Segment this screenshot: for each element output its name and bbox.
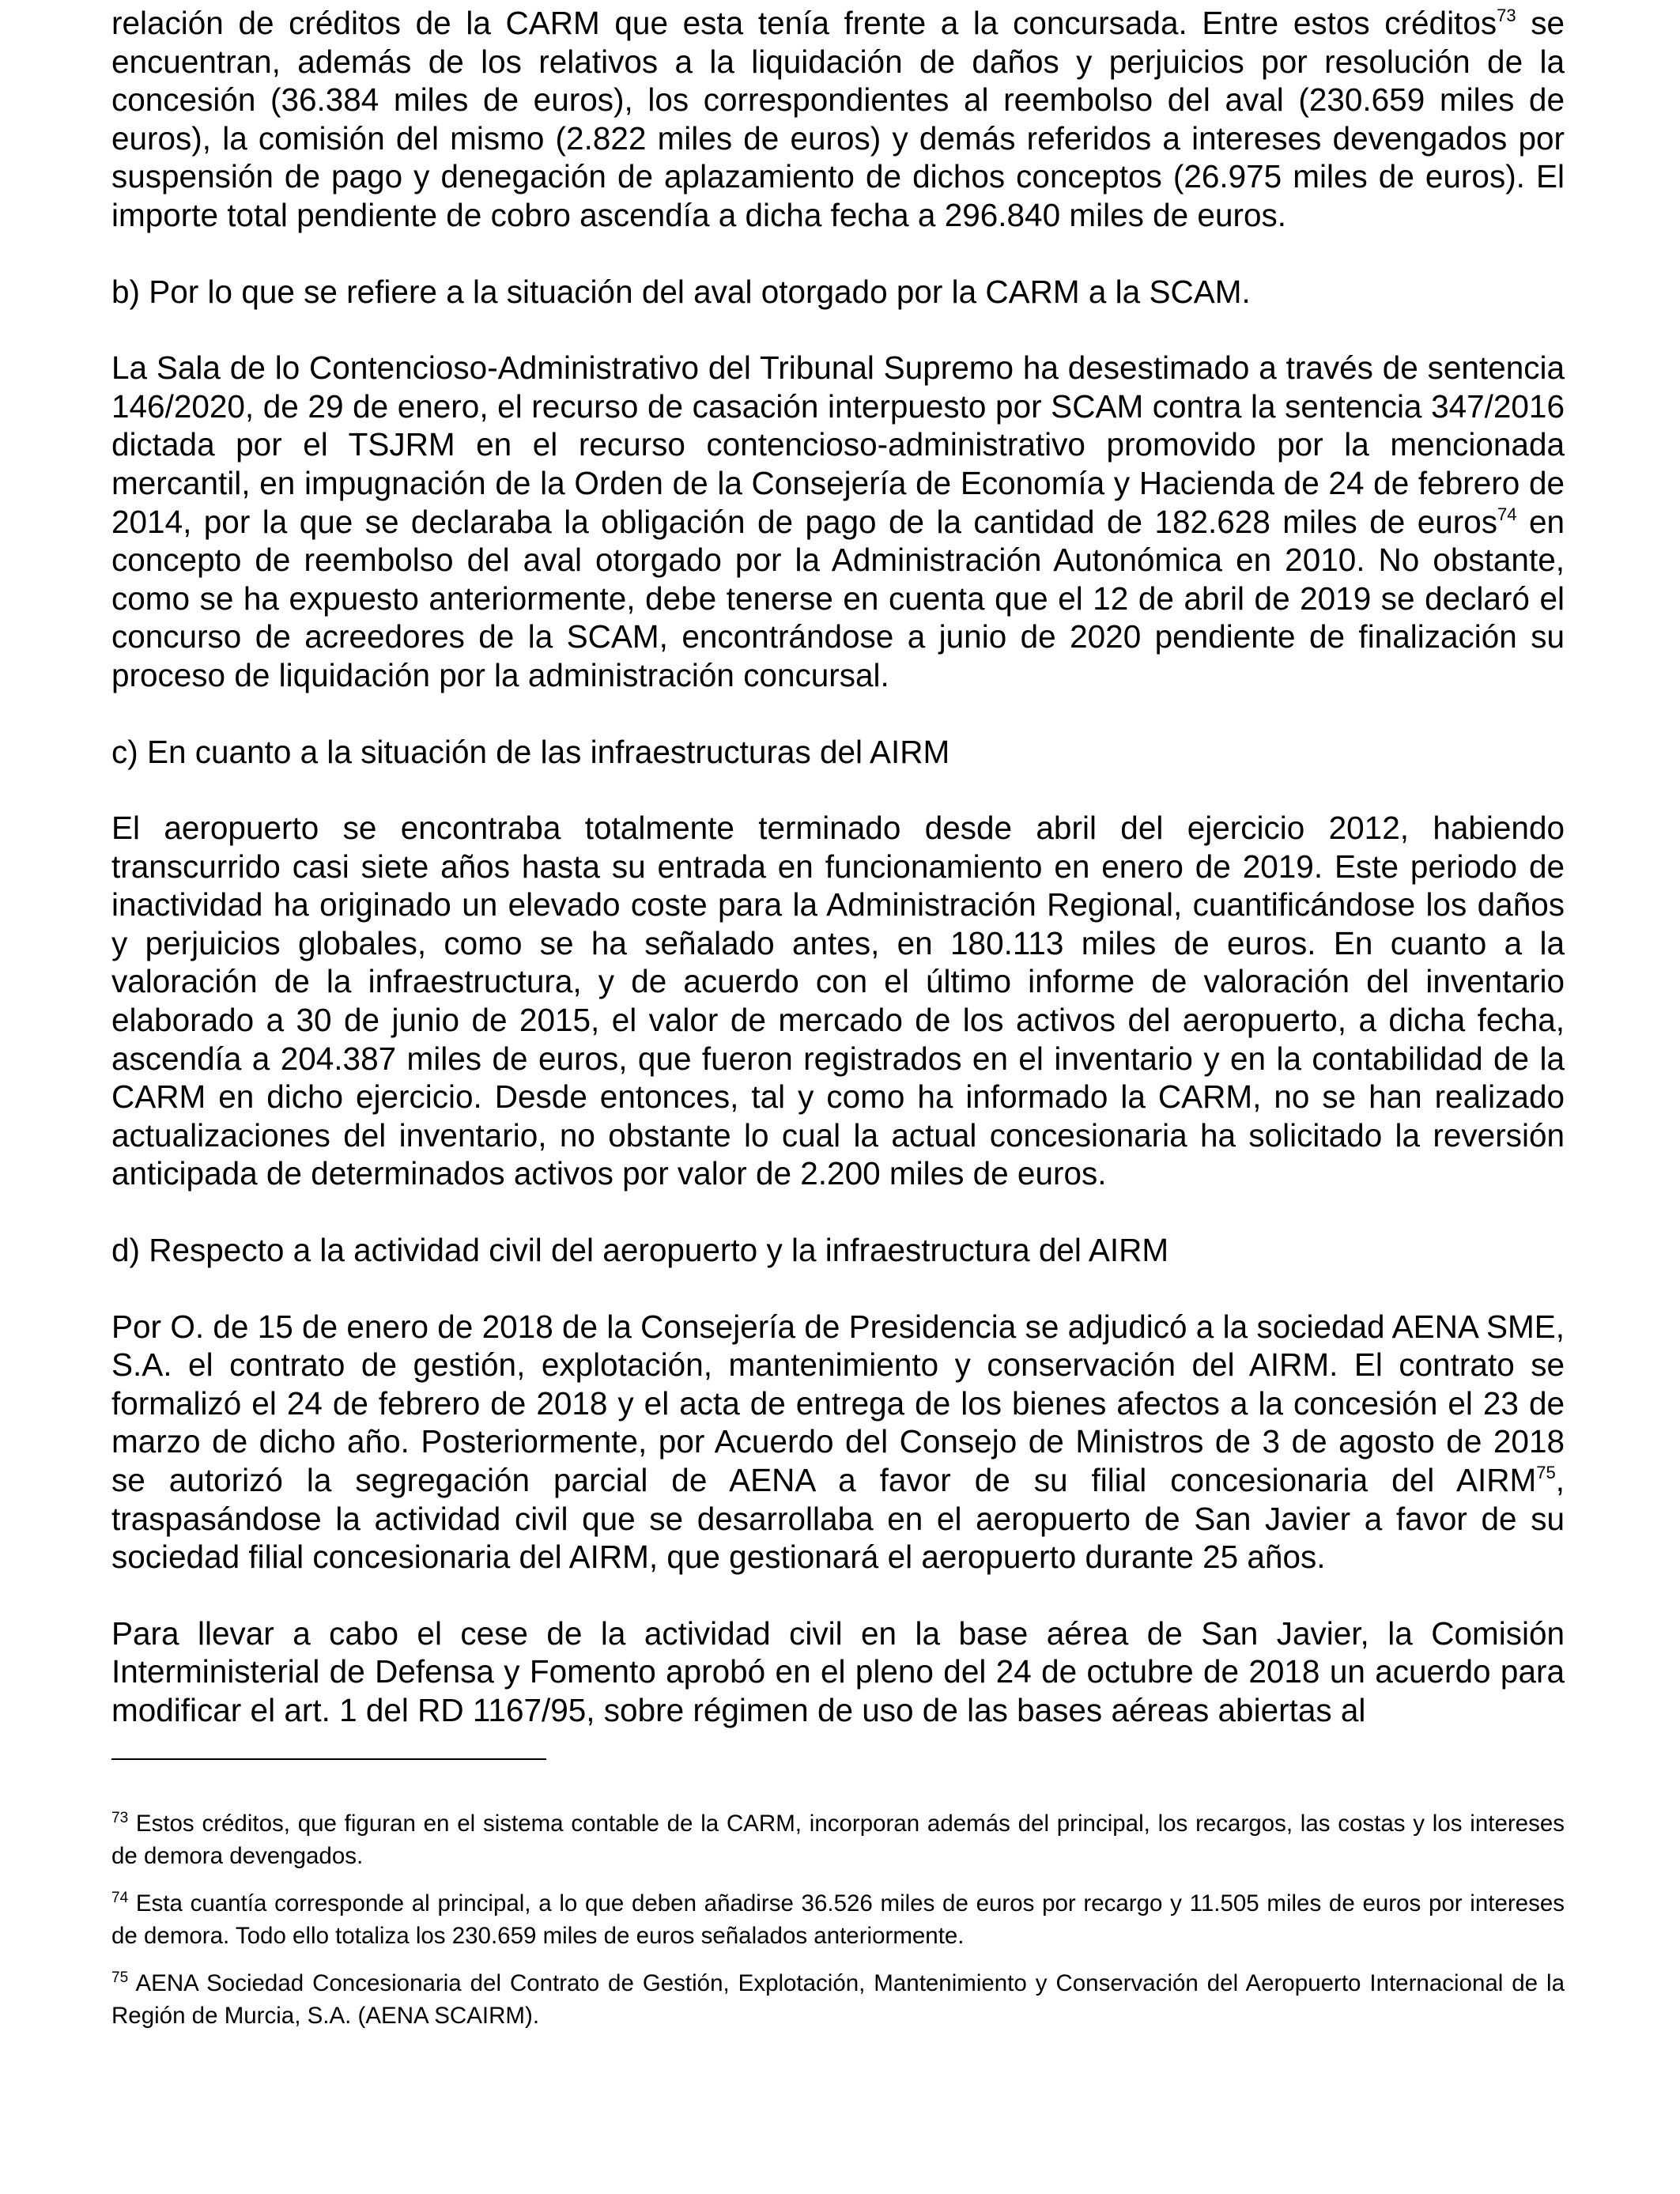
- footnote-75: [111, 1968, 1565, 2032]
- footnote-74: [111, 1888, 1565, 1952]
- footnote-ref-73[interactable]: 73: [1497, 6, 1516, 25]
- paragraph-text: se encuentran, además de los relativos a la liquidación de daños y perjuicios por resolución de la concesión (36.384 miles de euros), los correspondientes al reembolso del aval (230.659 miles de euros), la comisión del mismo (2.822 miles de euros) y demás referidos a intereses devengados por suspensión de pago y denegación de aplazamiento de dichos conceptos (26.975 miles de euros). El importe total pendiente de cobro ascendía a dicha fecha a 296.840 miles de euros.: [111, 5, 1565, 233]
- paragraph-actividad-civil: [111, 1308, 1565, 1577]
- paragraph-text: , traspasándose la actividad civil que se desarrollaba en el aeropuerto de San Javier a favor de su sociedad filial concesionaria del AIRM, que gestionará el aeropuerto durante 25 años.: [111, 1462, 1565, 1576]
- footnote-73: [111, 1808, 1565, 1872]
- footnote-number: 75: [111, 1969, 129, 1986]
- footnote-number: 74: [111, 1890, 129, 1906]
- paragraph-aval: [111, 349, 1565, 694]
- footnote-ref-74[interactable]: 74: [1497, 504, 1517, 524]
- paragraph-cese-actividad: Para llevar a cabo el cese de la actividad civil en la base aérea de San Javier, la Comisión Interministerial de Defensa y Fomento aprobó en el pleno del 24 de octubre de 2018 un acuerdo para modificar el art. 1 del RD 1167/95, sobre régimen de uso de las bases aéreas abiertas al: [111, 1614, 1565, 1728]
- footnote-separator: [111, 1758, 546, 1760]
- footnote-number: 73: [111, 1810, 129, 1826]
- footnotes: [111, 1808, 1565, 2048]
- paragraph-text: relación de créditos de la CARM que esta tenía frente a la concursada. Entre estos créditos: [111, 5, 1497, 41]
- section-heading-c: c) En cuanto a la situación de las infraestructuras del AIRM: [111, 733, 950, 770]
- paragraph-credits: [111, 4, 1565, 235]
- body-text: [111, 4, 1565, 1730]
- footnote-text: Estos créditos, que figuran en el sistema contable de la CARM, incorporan además del principal, los recargos, las costas y los intereses de demora devengados.: [111, 1811, 1565, 1869]
- paragraph-text: La Sala de lo Contencioso-Administrativo del Tribunal Supremo ha desestimado a través de sentencia 146/2020, de 29 de enero, el recurso de casación interpuesto por SCAM contra la sentencia 347/2016 dictada por el TSJRM en el recurso contencioso-administrativo promovido por la mencionada mercantil, en impugnación de la Orden de la Consejería de Economía y Hacienda de 24 de febrero de 2014, por la que se declaraba la obligación de pago de la cantidad de 182.628 miles de euros: [111, 349, 1565, 540]
- footnote-ref-75[interactable]: 75: [1536, 1463, 1556, 1482]
- footnote-text: Esta cuantía corresponde al principal, a lo que deben añadirse 36.526 miles de euros por recargo y 11.505 miles de euros por intereses de demora. Todo ello totaliza los 230.659 miles de euros señalados anteriormente.: [111, 1890, 1565, 1949]
- section-heading-d: d) Respecto a la actividad civil del aeropuerto y la infraestructura del AIRM: [111, 1232, 1169, 1269]
- section-heading-b: b) Por lo que se refiere a la situación del aval otorgado por la CARM a la SCAM.: [111, 273, 1251, 310]
- footnote-text: AENA Sociedad Concesionaria del Contrato de Gestión, Explotación, Mantenimiento y Conservación del Aeropuerto Internacional de la Región de Murcia, S.A. (AENA SCAIRM).: [111, 1970, 1565, 2029]
- paragraph-text: en concepto de reembolso del aval otorgado por la Administración Autonómica en 2010. No obstante, como se ha expuesto anteriormente, debe tenerse en cuenta que el 12 de abril de 2019 se declaró el concurso de acreedores de la SCAM, encontrándose a junio de 2020 pendiente de finalización su proceso de liquidación por la administración concursal.: [111, 503, 1565, 693]
- paragraph-infraestructuras: El aeropuerto se encontraba totalmente terminado desde abril del ejercicio 2012, habiendo transcurrido casi siete años hasta su entrada en funcionamiento en enero de 2019. Este periodo de inactividad ha originado un elevado coste para la Administración Regional, cuantificándose los daños y perjuicios globales, como se ha señalado antes, en 180.113 miles de euros. En cuanto a la valoración de la infraestructura, y de acuerdo con el último informe de valoración del inventario elaborado a 30 de junio de 2015, el valor de mercado de los activos del aeropuerto, a dicha fecha, ascendía a 204.387 miles de euros, que fueron registrados en el inventario y en la contabilidad de la CARM en dicho ejercicio. Desde entonces, tal y como ha informado la CARM, no se han realizado actualizaciones del inventario, no obstante lo cual la actual concesionaria ha solicitado la reversión anticipada de determinados activos por valor de 2.200 miles de euros.: [111, 810, 1565, 1192]
- paragraph-text: Por O. de 15 de enero de 2018 de la Consejería de Presidencia se adjudicó a la sociedad AENA SME, S.A. el contrato de gestión, explotación, mantenimiento y conservación del AIRM. El contrato se formalizó el 24 de febrero de 2018 y el acta de entrega de los bienes afectos a la concesión el 23 de marzo de dicho año. Posteriormente, por Acuerdo del Consejo de Ministros de 3 de agosto de 2018 se autorizó la segregación parcial de AENA a favor de su filial concesionaria del AIRM: [111, 1308, 1565, 1498]
